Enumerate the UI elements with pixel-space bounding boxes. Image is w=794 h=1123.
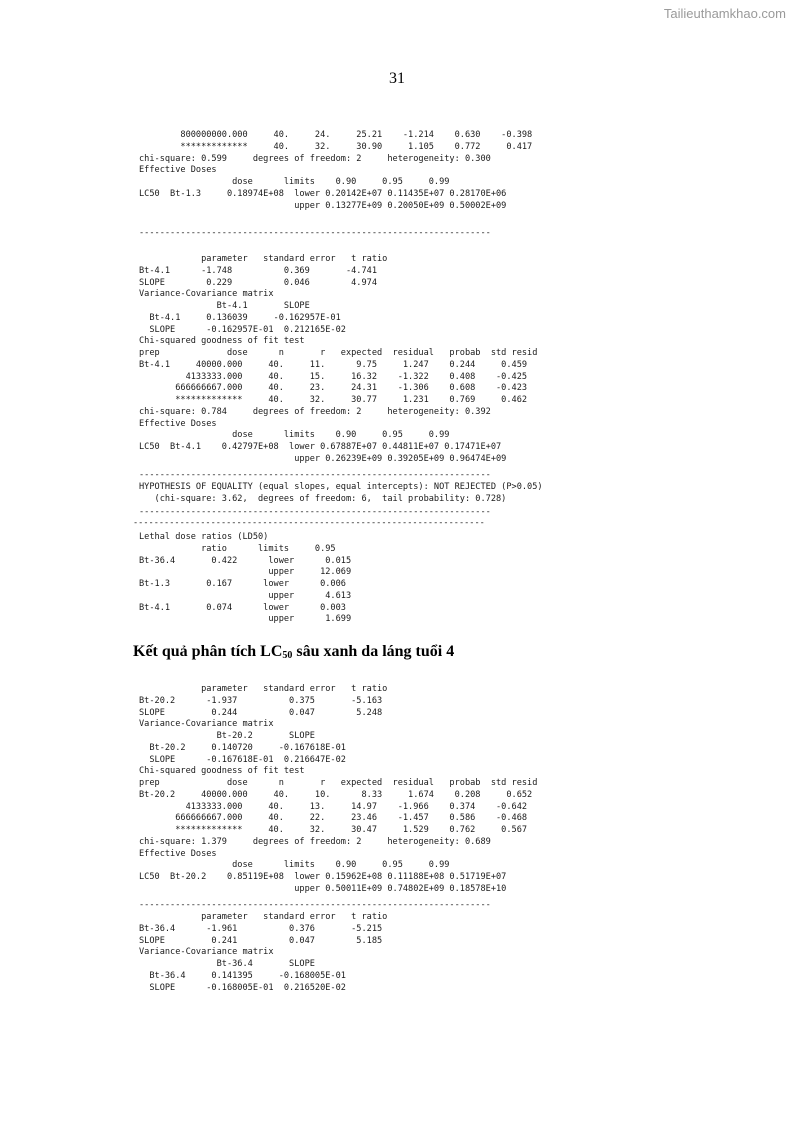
- heading-suffix: sâu xanh da láng tuổi 4: [292, 643, 455, 660]
- page-number: 31: [389, 70, 405, 87]
- separator-line: --------------------------------------------------------------------: [139, 470, 491, 480]
- output-block-bt-1-3: 800000000.000 40. 24. 25.21 -1.214 0.630 -0.398 ************* 40. 32. 30.90 1.105 0.772 0.417 chi-square: 0.599 degrees of freedom: 2 heterogeneity: 0.300 Effective Doses dose limits 0.90 0.95 0.99 LC50 Bt-1.3 0.18974E+08 lower 0.20142E+07 0.11435E+07 0.28170E+06 upper 0.13277E+09 0.20050E+09 0.50002E+09: [139, 130, 533, 211]
- output-block-bt-20-2: parameter standard error t ratio Bt-20.2 -1.937 0.375 -5.163 SLOPE 0.244 0.047 5.248 Variance-Covariance matrix Bt-20.2 SLOPE Bt-20.2 0.140720 -0.167618E-01 SLOPE -0.167618E-01 0.216647E-02 Chi-squared goodness of fit test prep dose n r expected residual probab std resid Bt-20.2 40000.000 40. 10. 8.33 1.674 0.208 0.652 4133333.000 40. 13. 14.97 -1.966 0.374 -0.642 666666667.000 40. 22. 23.46 -1.457 0.586 -0.468 ************* 40. 32. 30.47 1.529 0.762 0.567 chi-square: 1.379 degrees of freedom: 2 heterogeneity: 0.689 Effective Doses dose limits 0.90 0.95 0.99 LC50 Bt-20.2 0.85119E+08 lower 0.15962E+08 0.11188E+08 0.51719E+07 upper 0.50011E+09 0.74802E+09 0.18578E+10: [139, 684, 538, 894]
- separator-line: --------------------------------------------------------------------: [133, 518, 485, 528]
- output-block-bt-36-4: parameter standard error t ratio Bt-36.4 -1.961 0.376 -5.215 SLOPE 0.241 0.047 5.185 Variance-Covariance matrix Bt-36.4 SLOPE Bt-36.4 0.141395 -0.168005E-01 SLOPE -0.168005E-01 0.216520E-02: [139, 912, 388, 993]
- hypothesis-text: HYPOTHESIS OF EQUALITY (equal slopes, equal intercepts): NOT REJECTED (P>0.05) (chi-square: 3.62, degrees of freedom: 6, tail probability: 0.728): [139, 482, 543, 504]
- heading-subscript: 50: [282, 650, 293, 661]
- watermark: Tailieuthamkhao.com: [663, 6, 786, 21]
- separator-line: --------------------------------------------------------------------: [139, 228, 491, 238]
- output-block-bt-4-1: parameter standard error t ratio Bt-4.1 -1.748 0.369 -4.741 SLOPE 0.229 0.046 4.974 Variance-Covariance matrix Bt-4.1 SLOPE Bt-4.1 0.136039 -0.162957E-01 SLOPE -0.162957E-01 0.212165E-02 Chi-squared goodness of fit test prep dose n r expected residual probab std resid Bt-4.1 40000.000 40. 11. 9.75 1.247 0.244 0.459 4133333.000 40. 15. 16.32 -1.322 0.408 -0.425 666666667.000 40. 23. 24.31 -1.306 0.608 -0.423 ************* 40. 32. 30.77 1.231 0.769 0.462 chi-square: 0.784 degrees of freedom: 2 heterogeneity: 0.392 Effective Doses dose limits 0.90 0.95 0.99 LC50 Bt-4.1 0.42797E+08 lower 0.67887E+07 0.44811E+07 0.17471E+07 upper 0.26239E+09 0.39205E+09 0.96474E+09: [139, 254, 538, 464]
- lethal-dose-ratios: Lethal dose ratios (LD50) ratio limits 0.95 Bt-36.4 0.422 lower 0.015 upper 12.069 Bt-1.3 0.167 lower 0.006 upper 4.613 Bt-4.1 0.074 lower 0.003 upper 1.699: [139, 532, 352, 625]
- heading-prefix: Kết quả phân tích LC: [133, 643, 283, 660]
- separator-line: --------------------------------------------------------------------: [139, 507, 491, 517]
- separator-line: --------------------------------------------------------------------: [139, 900, 491, 910]
- section-heading: [133, 643, 454, 661]
